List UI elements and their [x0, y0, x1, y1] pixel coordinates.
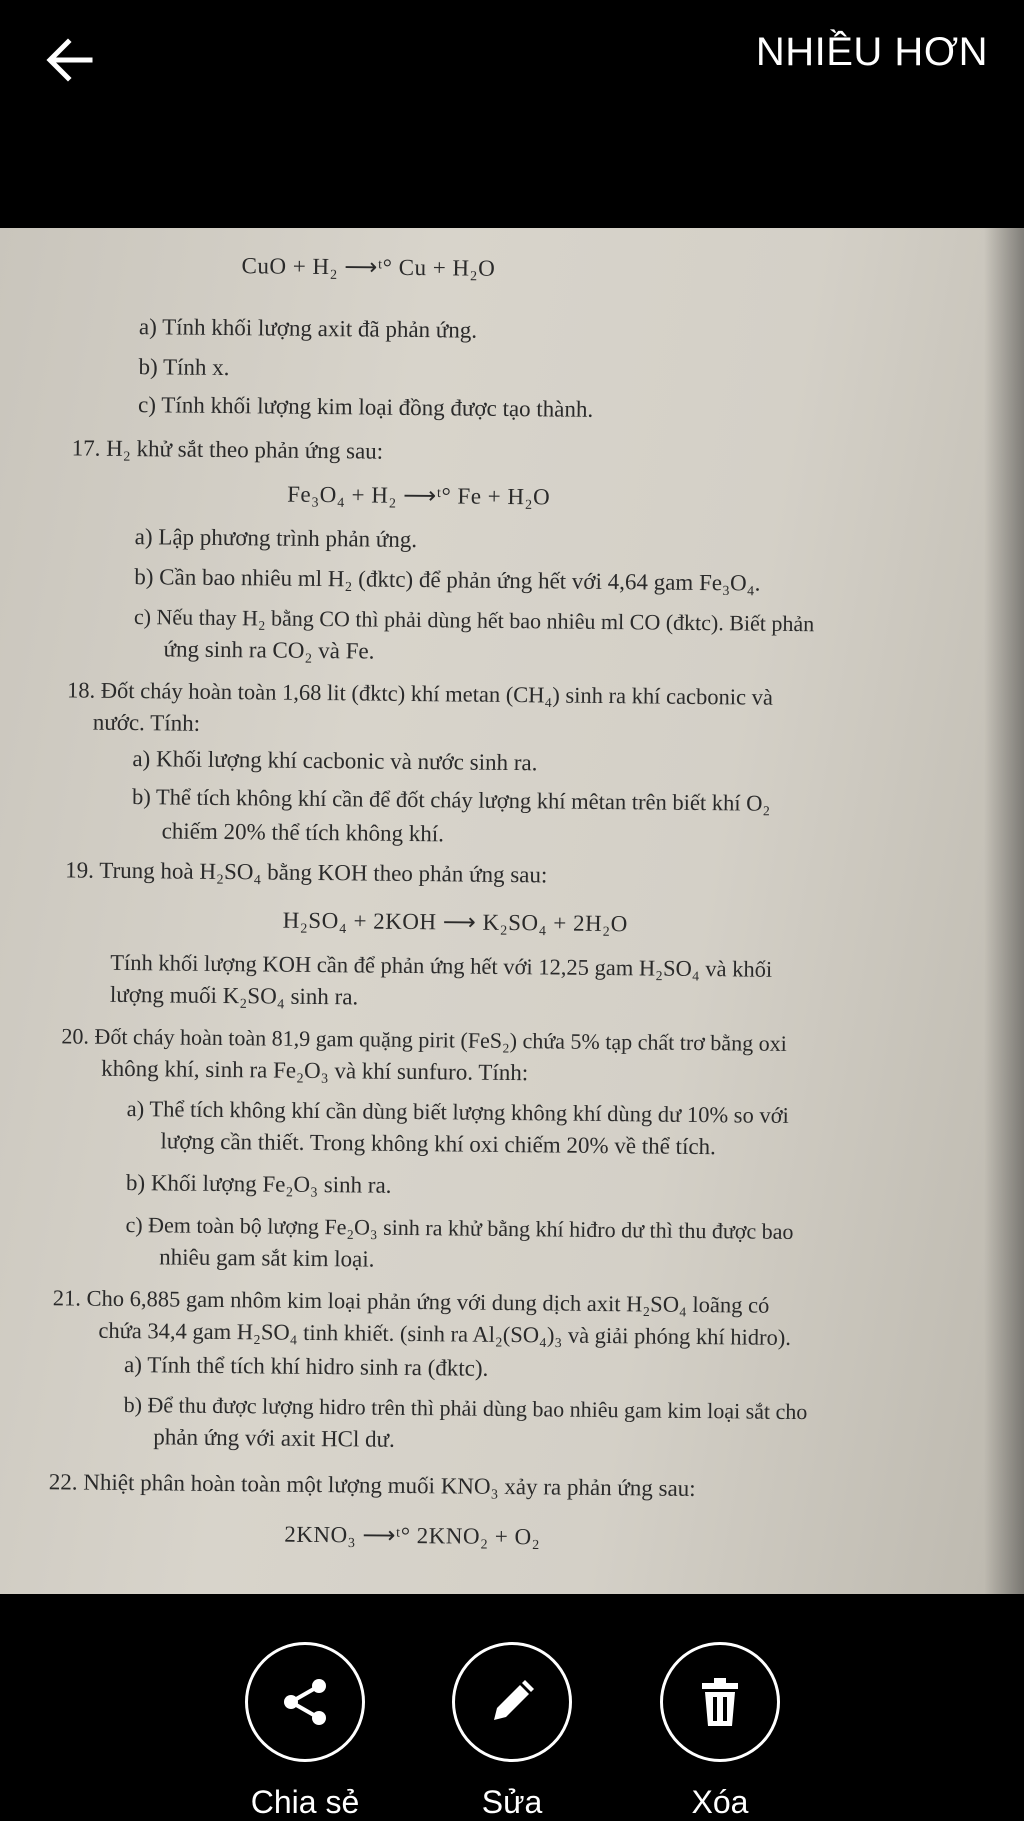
doc-line: b) Khối lượng Fe₂O₃ sinh ra.	[125, 1170, 392, 1198]
bottom-action-bar	[0, 1594, 1024, 1820]
doc-line: c) Tính khối lượng kim loại đồng được tạo thành.	[137, 392, 594, 422]
question-22: 22. Nhiệt phân hoàn toàn một lượng muối KNO₃ xảy ra phản ứng sau:	[48, 1469, 696, 1501]
doc-line: nhiêu gam sắt kim loại.	[159, 1244, 375, 1272]
doc-line: a) Tính khối lượng axit đã phản ứng.	[138, 314, 478, 343]
share-button[interactable]	[245, 1642, 365, 1821]
doc-line: a) Lập phương trình phản ứng.	[134, 524, 418, 553]
equation-kno3: 2KNO₃ ⟶ᵗ° 2KNO₂ + O₂	[284, 1521, 541, 1550]
question-18: 18. Đốt cháy hoàn toàn 1,68 lit (đktc) khí metan (CH₄) sinh ra khí cacbonic và	[67, 677, 774, 710]
doc-line: b) Thể tích không khí cần để đốt cháy lượng khí mêtan trên biết khí O₂	[131, 784, 771, 816]
edit-button-circle[interactable]	[452, 1642, 572, 1762]
doc-line: c) Đem toàn bộ lượng Fe₂O₃ sinh ra khử bằng khí hiđro dư thì thu được bao	[125, 1212, 794, 1245]
question-20: 20. Đốt cháy hoàn toàn 81,9 gam quặng pirit (FeS₂) chứa 5% tạp chất trơ bằng oxi	[61, 1023, 787, 1056]
back-button[interactable]	[40, 30, 100, 90]
trash-icon	[692, 1674, 748, 1730]
document-photo	[0, 228, 1024, 1594]
doc-line: lượng cần thiết. Trong không khí oxi chiếm 20% về thể tích.	[160, 1128, 717, 1160]
doc-line: chứa 34,4 gam H₂SO₄ tinh khiết. (sinh ra Al₂(SO₄)₃ và giải phóng khí hidro).	[98, 1317, 792, 1350]
arrow-left-icon	[40, 30, 100, 90]
more-button[interactable]: NHIỀU HƠN	[755, 30, 988, 74]
doc-line: phản ứng với axit HCl dư.	[153, 1424, 395, 1452]
doc-line: b) Để thu được lượng hidro trên thì phải dùng bao nhiêu gam kim loại sắt cho	[123, 1391, 808, 1425]
edit-label: Sửa	[481, 1784, 543, 1820]
doc-line: ứng sinh ra CO₂ và Fe.	[163, 636, 375, 664]
doc-line: chiếm 20% thể tích không khí.	[161, 818, 445, 847]
question-19: 19. Trung hoà H₂SO₄ bằng KOH theo phản ứng sau:	[65, 857, 548, 888]
doc-line: Tính khối lượng KOH cần để phản ứng hết với 12,25 gam H₂SO₄ và khối	[110, 949, 773, 982]
equation-h2so4: H₂SO₄ + 2KOH ⟶ K₂SO₄ + 2H₂O	[282, 907, 628, 937]
share-label: Chia sẻ	[250, 1784, 360, 1820]
delete-button-circle[interactable]	[660, 1642, 780, 1762]
share-button-circle[interactable]	[245, 1642, 365, 1762]
delete-label: Xóa	[691, 1784, 749, 1820]
question-17: 17. H₂ khử sắt theo phản ứng sau:	[71, 435, 384, 464]
doc-line: nước. Tính:	[92, 709, 201, 736]
equation-fe3o4: Fe₃O₄ + H₂ ⟶ᵗ° Fe + H₂O	[287, 481, 551, 510]
doc-line: a) Khối lượng khí cacbonic và nước sinh ra.	[132, 746, 538, 776]
doc-line: a) Tính thể tích khí hidro sinh ra (đktc).	[123, 1352, 489, 1381]
question-21: 21. Cho 6,885 gam nhôm kim loại phản ứng với dung dịch axit H₂SO₄ loãng có	[52, 1285, 770, 1318]
doc-line: b) Cần bao nhiêu ml H₂ (đktc) để phản ứng hết với 4,64 gam Fe₃O₄.	[134, 564, 761, 596]
doc-line: không khí, sinh ra Fe₂O₃ và khí sunfuro. Tính:	[101, 1055, 529, 1086]
equation-cuo: CuO + H₂ ⟶ᵗ° Cu + H₂O	[241, 253, 496, 281]
pencil-icon	[484, 1674, 540, 1730]
doc-line: a) Thể tích không khí cần dùng biết lượng không khí dùng dư 10% so với	[126, 1096, 789, 1128]
top-bar	[0, 0, 1024, 120]
doc-line: lượng muối K₂SO₄ sinh ra.	[109, 981, 359, 1010]
edit-button[interactable]	[452, 1642, 572, 1821]
share-icon	[277, 1674, 333, 1730]
doc-line: c) Nếu thay H₂ bằng CO thì phải dùng hết bao nhiêu ml CO (đktc). Biết phản	[133, 604, 815, 637]
document-page	[0, 228, 1024, 1594]
delete-button[interactable]	[660, 1642, 780, 1821]
doc-line: b) Tính x.	[138, 354, 230, 381]
